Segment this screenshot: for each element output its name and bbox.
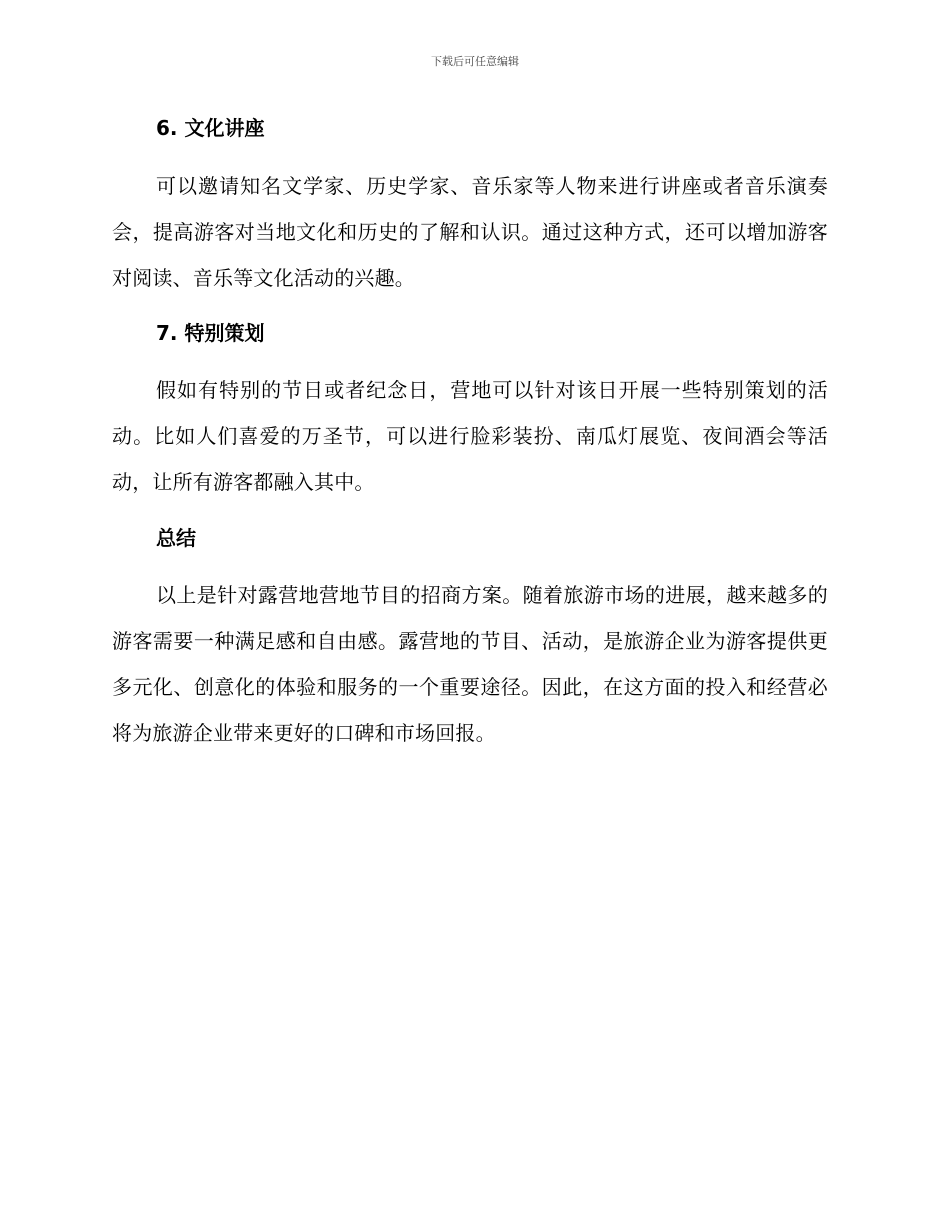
section-paragraph-summary: 以上是针对露营地营地节目的招商方案。随着旅游市场的进展，越来越多的游客需要一种满足感和自由感。露营地的节目、活动，是旅游企业为游客提供更多元化、创意化的体验和服务的一个重要途径。因此，在这方面的投入和经营必将为旅游企业带来更好的口碑和市场回报。	[112, 583, 828, 745]
section-heading-cultural-lectures: 6. 文化讲座	[156, 116, 265, 140]
section-paragraph-cultural-lectures: 可以邀请知名文学家、历史学家、音乐家等人物来进行讲座或者音乐演奏会，提高游客对当地文化和历史的了解和认识。通过这种方式，还可以增加游客对阅读、音乐等文化活动的兴趣。	[112, 174, 828, 290]
page-header: 下载后可任意编辑	[431, 55, 519, 68]
section-heading-summary: 总结	[156, 526, 196, 550]
section-heading-special-planning: 7. 特别策划	[156, 321, 265, 345]
section-paragraph-special-planning: 假如有特别的节日或者纪念日，营地可以针对该日开展一些特别策划的活动。比如人们喜爱的万圣节，可以进行脸彩装扮、南瓜灯展览、夜间酒会等活动，让所有游客都融入其中。	[112, 378, 828, 494]
